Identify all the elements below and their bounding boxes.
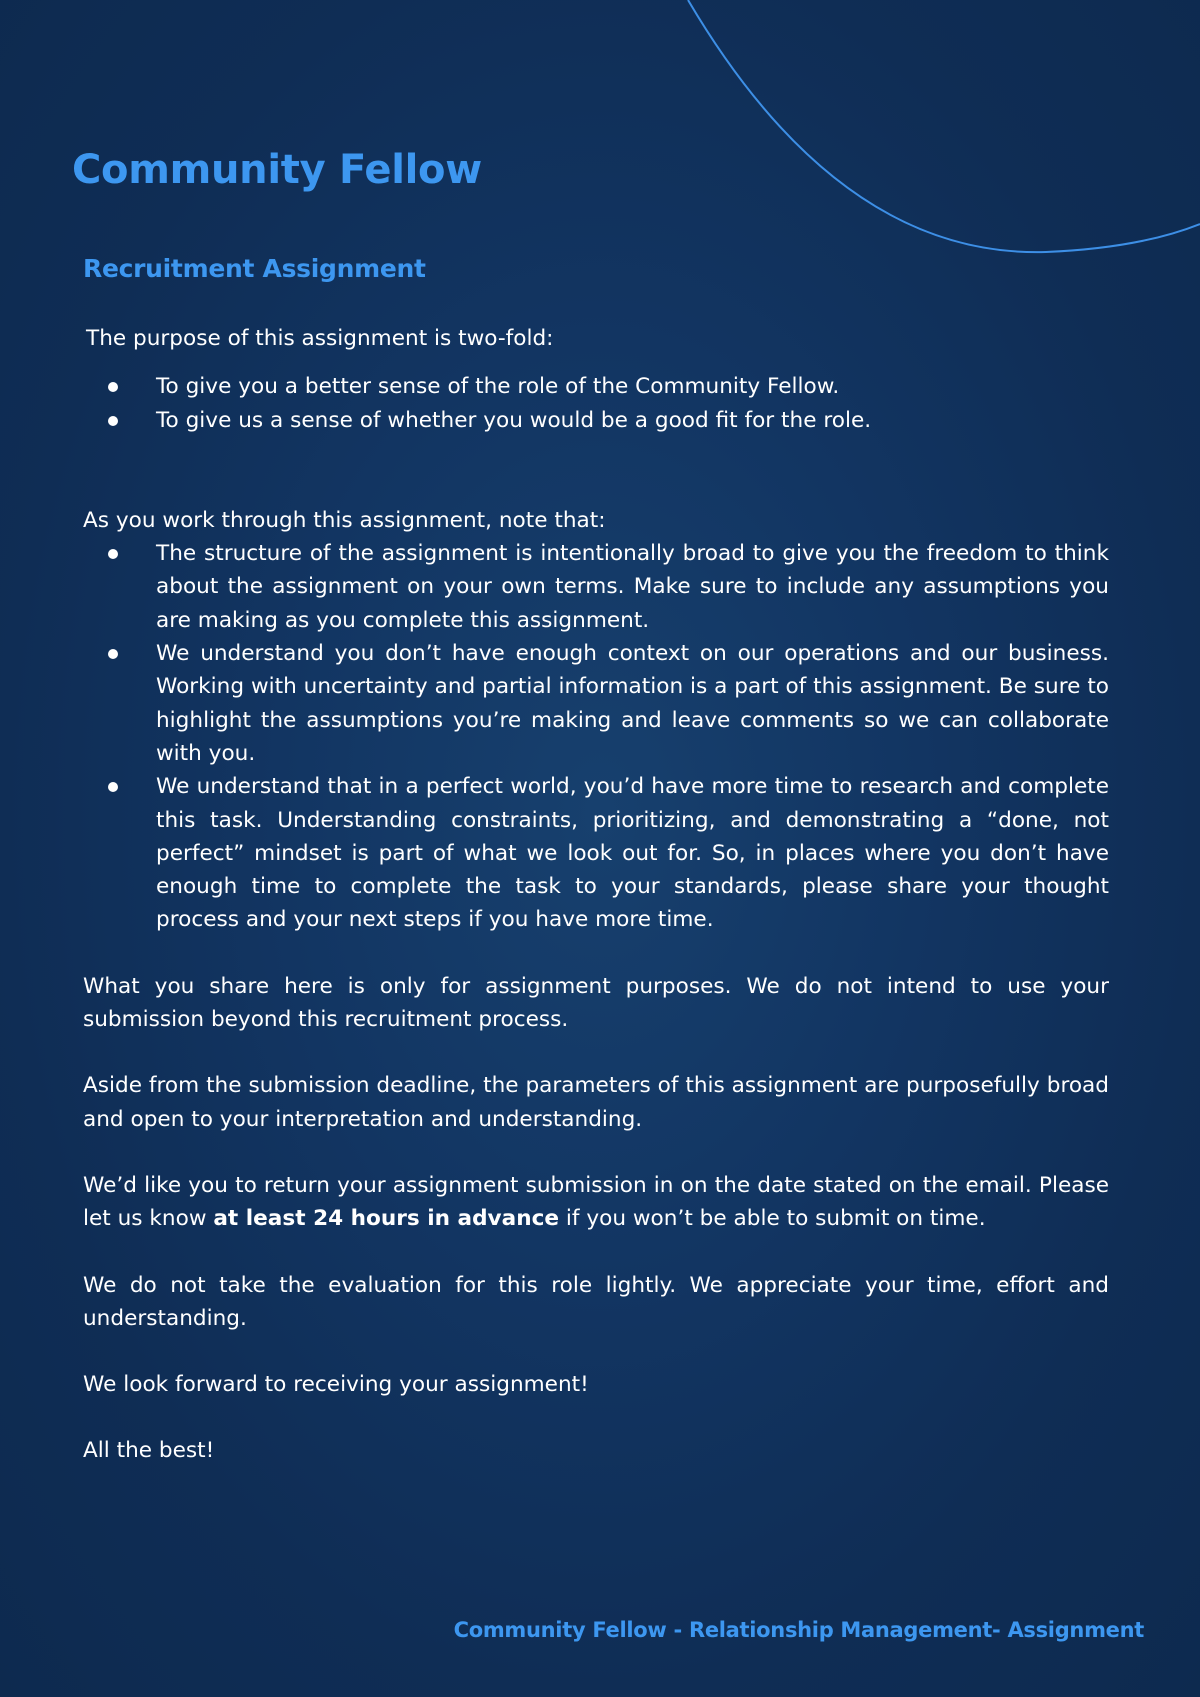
- parameters-paragraph: Aside from the submission deadline, the parameters of this assignment are purposefully broad and open to your interpretation and understanding.: [83, 1073, 1109, 1132]
- deadline-emphasis: at least 24 hours in advance: [213, 1206, 560, 1232]
- evaluation-paragraph: We do not take the evaluation for this role lightly. We appreciate your time, effort and understanding.: [83, 1272, 1109, 1331]
- list-item: [83, 770, 1109, 936]
- list-item: [83, 637, 1109, 770]
- page-footer: Community Fellow - Relationship Management- Assignment: [453, 1618, 1144, 1642]
- usage-paragraph: What you share here is only for assignment purposes. We do not intend to use your submission beyond this recruitment process.: [83, 973, 1109, 1033]
- page-title: Community Fellow: [72, 147, 482, 193]
- deadline-text-start: We’d like you to return your assignment submission in on the date stated on the email. Please let us know: [83, 1172, 1109, 1232]
- list-item: [83, 370, 1109, 403]
- bullet-icon: [108, 382, 118, 392]
- list-item: [83, 404, 1109, 437]
- document-body: [83, 322, 1109, 1468]
- list-item-text: The structure of the assignment is intentionally broad to give you the freedom to think about the assignment on your own terms. Make sure to include any assumptions you are making as you complete this assignment.: [156, 541, 1109, 633]
- sign-off: All the best!: [83, 1438, 215, 1464]
- bullet-icon: [108, 549, 118, 559]
- looking-forward-paragraph: We look forward to receiving your assignment!: [83, 1372, 589, 1398]
- bullet-icon: [108, 649, 118, 659]
- list-item: [83, 537, 1109, 637]
- bullet-icon: [108, 416, 118, 426]
- bullet-icon: [108, 782, 118, 792]
- notes-list: [83, 537, 1109, 937]
- section-subtitle: Recruitment Assignment: [83, 254, 426, 283]
- purpose-intro: The purpose of this assignment is two-fold:: [86, 326, 554, 351]
- list-item-text: To give us a sense of whether you would be a good fit for the role.: [156, 407, 872, 433]
- list-item-text: To give you a better sense of the role of the Community Fellow.: [156, 374, 840, 400]
- deadline-text-end: if you won’t be able to submit on time.: [559, 1206, 986, 1232]
- deadline-paragraph: [83, 1169, 1109, 1236]
- purpose-list: [83, 370, 1109, 437]
- list-item-text: We understand that in a perfect world, you’d have more time to research and complete this task. Understanding constraints, prioritizing, and demonstrating a “done, not perfect” mindset is part of what we look out for. So, in places where you don’t have enough time to complete the task to your standards, please share your thought process and your next steps if you have more time.: [156, 774, 1109, 933]
- notes-intro: As you work through this assignment, note that:: [83, 507, 606, 533]
- list-item-text: We understand you don’t have enough context on our operations and our business. Working with uncertainty and partial information is a part of this assignment. Be sure to highlight the assumptions you’re making and leave comments so we can collaborate with you.: [156, 641, 1109, 766]
